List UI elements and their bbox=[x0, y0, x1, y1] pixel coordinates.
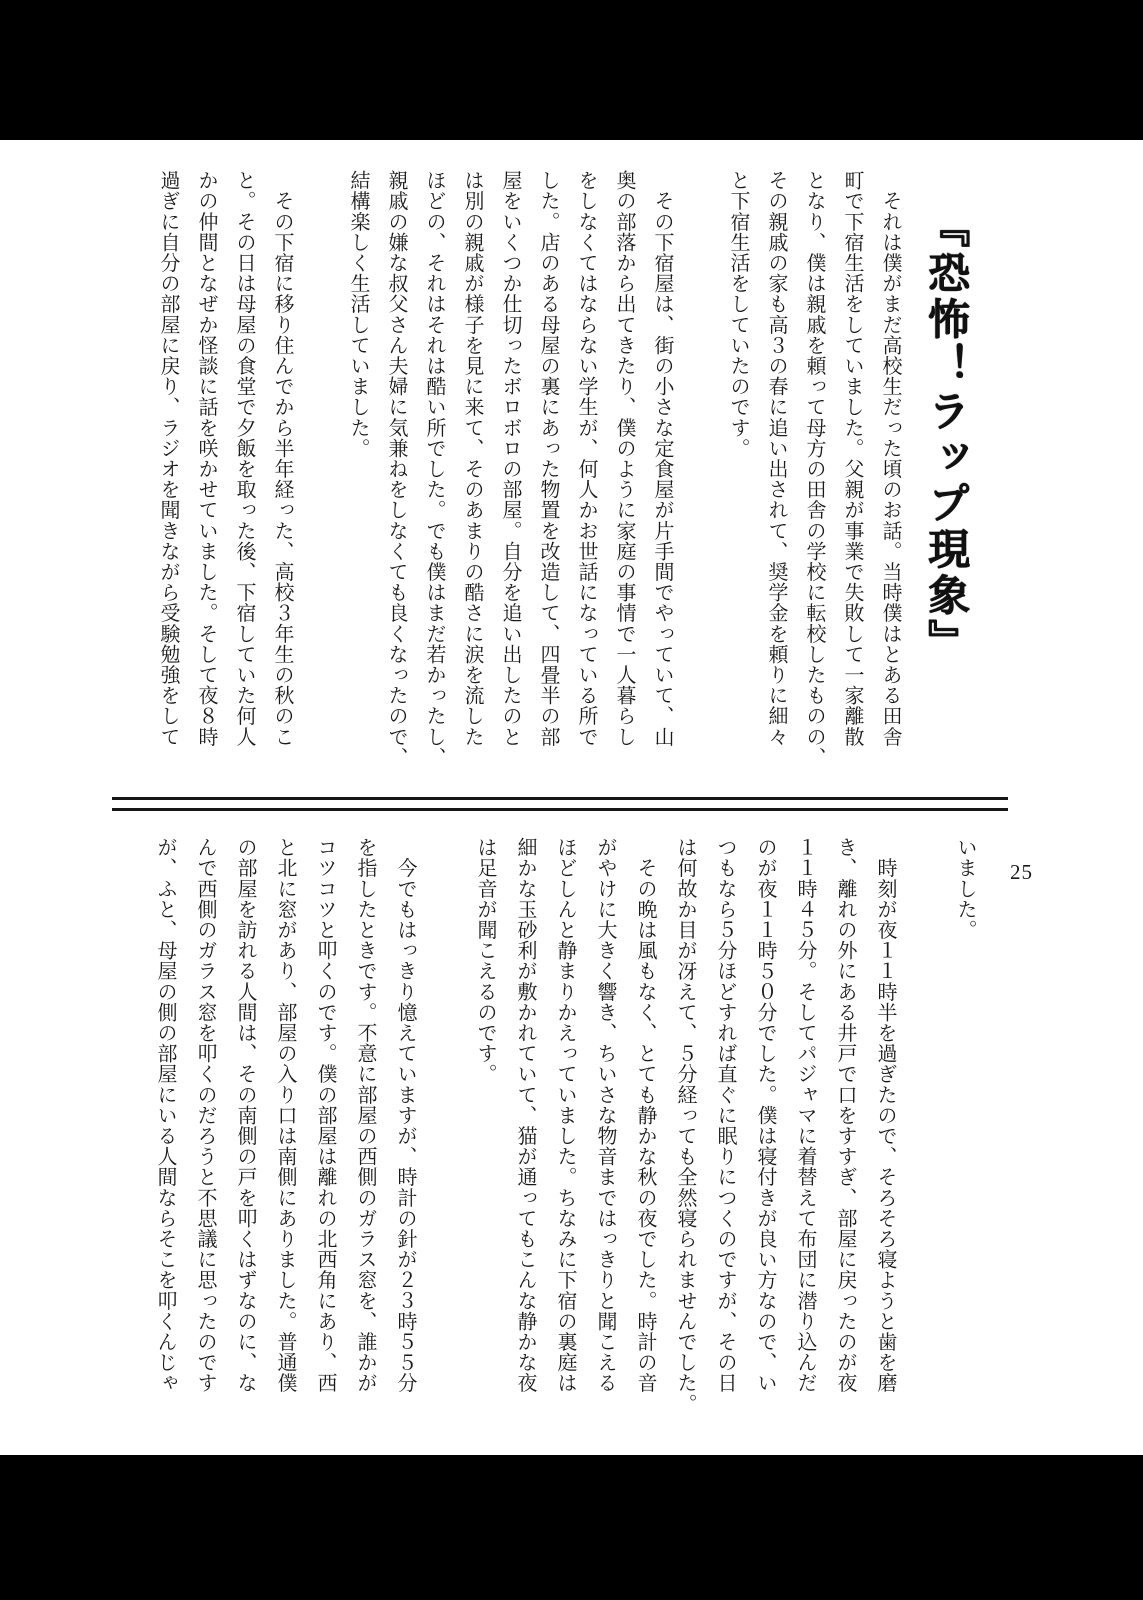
text-column: その親戚の家も高３の春に追い出されて、奨学金を頼りに細々 bbox=[765, 170, 787, 747]
text-column: それは僕がまだ高校生だった頃のお話。当時僕はとある田舎 bbox=[879, 170, 901, 747]
blank-column bbox=[425, 837, 465, 1447]
text-column: と北に窓があり、部屋の入り口は南側にありました。普通僕 bbox=[274, 837, 296, 1394]
text-column: ほどしんと静まりかえっていました。ちなみに下宿の裏庭は bbox=[554, 837, 576, 1394]
blank-column bbox=[905, 837, 945, 1447]
page-number: 25 bbox=[1010, 860, 1033, 884]
text-column: 屋をいくつか仕切ったボロボロの部屋。自分を追い出したのと bbox=[499, 170, 521, 747]
text-column: 時刻が夜１１時半を過ぎたので、そろそろ寝ようと歯を磨 bbox=[874, 837, 896, 1394]
letterbox-bottom bbox=[0, 1455, 1143, 1600]
top-text-block bbox=[149, 170, 909, 790]
text-column: の部屋を訪れる人間は、その南側の戸を叩くはずなのに、な bbox=[234, 837, 256, 1394]
bottom-text-block bbox=[145, 837, 985, 1447]
text-column: と。その日は母屋の食堂で夕飯を取った後、下宿していた何人 bbox=[233, 170, 255, 747]
section-divider-rule bbox=[112, 797, 1008, 811]
text-column: と下宿生活をしていたのです。 bbox=[727, 170, 749, 459]
text-column: した。店のある母屋の裏にあった物置を改造して、四畳半の部 bbox=[537, 170, 559, 747]
text-column: んで西側のガラス窓を叩くのだろうと不思議に思ったのです bbox=[194, 837, 216, 1394]
text-column: コツコツと叩くのです。僕の部屋は離れの北西角にあり、西 bbox=[314, 837, 336, 1394]
text-column: がやけに大きく響き、ちいさな物音まではっきりと聞こえる bbox=[594, 837, 616, 1394]
text-column: をしなくてはならない学生が、何人かお世話になっている所で bbox=[575, 170, 597, 747]
text-column: 細かな玉砂利が敷かれていて、猫が通ってもこんな静かな夜 bbox=[514, 837, 536, 1394]
letterbox-top bbox=[0, 0, 1143, 140]
text-column: いました。 bbox=[954, 837, 976, 940]
text-column: １１時４５分。そしてパジャマに着替えて布団に潜り込んだ bbox=[794, 837, 816, 1394]
text-column: つもなら５分ほどすれば直ぐに眠りにつくのですが、その日 bbox=[714, 837, 736, 1394]
text-column: その下宿に移り住んでから半年経った、高校３年生の秋のこ bbox=[271, 170, 293, 747]
text-column: その下宿屋は、街の小さな定食屋が片手間でやっていて、山 bbox=[651, 170, 673, 747]
text-column: ほどの、それはそれは酷い所でした。でも僕はまだ若かったし、 bbox=[423, 170, 445, 768]
text-column: となり、僕は親戚を頼って母方の田舎の学校に転校したものの、 bbox=[803, 170, 825, 768]
text-column: は別の親戚が様子を見に来て、そのあまりの酷さに涙を流した bbox=[461, 170, 483, 747]
text-column: のが夜１１時５０分でした。僕は寝付きが良い方なので、い bbox=[754, 837, 776, 1394]
text-column: 結構楽しく生活していました。 bbox=[347, 170, 369, 459]
text-column: は足音が聞こえるのです。 bbox=[474, 837, 496, 1085]
text-column: は何故か目が冴えて、５分経っても全然寝られませんでした。 bbox=[674, 837, 696, 1414]
text-column: 過ぎに自分の部屋に戻り、ラジオを聞きながら受験勉強をして bbox=[157, 170, 179, 747]
story-title: 『恐怖！ラップ現象』 bbox=[922, 205, 968, 665]
blank-column bbox=[681, 170, 719, 790]
text-column: 奥の部落から出てきたり、僕のように家庭の事情で一人暮らし bbox=[613, 170, 635, 747]
text-column: 親戚の嫌な叔父さん夫婦に気兼ねをしなくても良くなったので、 bbox=[385, 170, 407, 768]
blank-column bbox=[301, 170, 339, 790]
paper-page bbox=[0, 140, 1143, 1455]
text-column: を指したときです。不意に部屋の西側のガラス窓を、誰かが bbox=[354, 837, 376, 1394]
text-column: 町で下宿生活をしていました。父親が事業で失敗して一家離散 bbox=[841, 170, 863, 747]
text-column: 今でもはっきり憶えていますが、時計の針が２３時５５分 bbox=[394, 837, 416, 1394]
text-column: が、ふと、母屋の側の部屋にいる人間ならそこを叩くんじゃ bbox=[154, 837, 176, 1394]
text-column: き、離れの外にある井戸で口をすすぎ、部屋に戻ったのが夜 bbox=[834, 837, 856, 1394]
text-column: その晩は風もなく、とても静かな秋の夜でした。時計の音 bbox=[634, 837, 656, 1394]
text-column: かの仲間となぜか怪談に話を咲かせていました。そして夜８時 bbox=[195, 170, 217, 747]
